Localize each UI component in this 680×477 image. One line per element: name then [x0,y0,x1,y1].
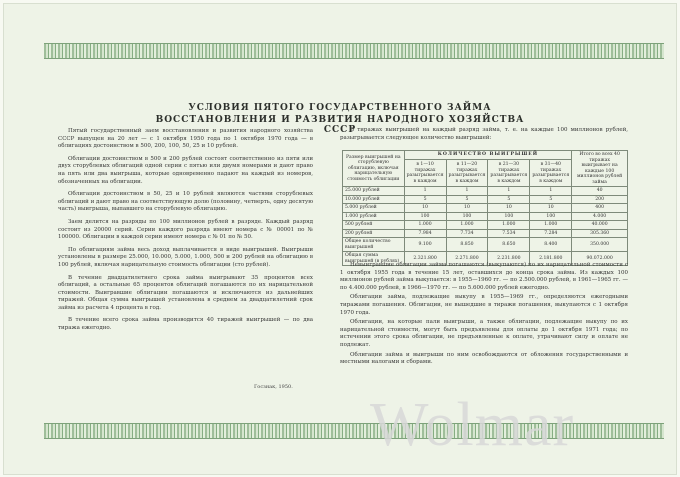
right-paragraph: Облигации займа и выигрыши по ним освобождаются от обложения государственными и местными налогами и сборами. [340,351,628,366]
loan-terms-right-lower [340,262,628,369]
table-cell: 1 [530,187,572,196]
table-cell: 2.321.800 [404,252,446,266]
subheader-draws-31-40: в 31—40 тиражах разыгрывается в каждом [530,160,572,187]
left-paragraph: Облигации достоинством в 500 и 200 рублей состоят соответственно из пяти или двух сторублевых облигаций одной серии с пятью или двумя номерами и дают право на пять или два выигрыша, которые одновременно падают на каждый из номеров, обозначенных на облигации. [58,155,313,185]
table-cell: 100 [530,212,572,221]
table-row [343,212,628,221]
total-sum-label: Общая сумма выигрышей (в рублях) [343,252,405,266]
loan-terms-right-column [340,127,628,144]
table-row [343,204,628,213]
loan-terms-left-column [58,128,313,338]
table-header-row [343,151,628,160]
left-paragraph: Заем делится на разряды по 100 миллионов рублей в разряде. Каждый разряд состоит из 20000 серий. Серии каждого разряда имеют номера с № 00001 по № 100000. Облигации в каждой серии имеют номера с № 01 по № 50. [58,218,313,241]
table-cell: 2.231.800 [488,252,530,266]
left-paragraph: В течение всего срока займа производится 40 тиражей выигрышей — по два тиража ежегодно. [58,317,313,332]
table-cell: 4.000 [572,212,628,221]
right-paragraph: Облигации, на которые пали выигрыши, а также облигации, подлежащие выкупу по их нарицательной стоимости, могут быть предъявлены для оплаты до 1 октября 1971 года; по истечении этого срока облигации, не предъявленные к оплате, утрачивают силу и оплате не подлежат. [340,319,628,348]
table-cell: 2.271.800 [446,252,488,266]
table-cell: 100 [488,212,530,221]
table-cell: 5 [446,195,488,204]
column-header-total: Итого во всех 40 тиражах выигрывает на каждые 100 миллионов рублей займа [572,151,628,187]
table-row [343,195,628,204]
table-cell: 7.534 [488,229,530,238]
table-cell: 10 [446,204,488,213]
print-date: Госзнак, 1950. [254,384,293,390]
table-cell: 305.360 [572,229,628,238]
table-row [343,229,628,238]
left-paragraph: По облигациям займа весь доход выплачивается в виде выигрышей. Выигрыши установлены в размере 25.000, 10.000, 5.000, 1.000, 500 и 200 рублей на облигацию в 100 рублей, включая нарицательную стоимость облигации (сто рублей). [58,246,313,268]
table-cell: 100 [404,212,446,221]
table-cell: 10 [404,204,446,213]
table-cell: 1.000 [530,221,572,230]
prize-amount: 25.000 рублей [343,187,405,196]
table-cell: 8.650 [488,238,530,252]
table-cell: 1.000 [446,221,488,230]
ornamental-border-top [44,43,664,59]
table-cell: 5 [488,195,530,204]
right-paragraph: Невыигравшие облигации займа погашаются (выкупаются) по их нарицательной стоимости с 1 октября 1955 года в течение 15 лет, оставшихся до конца срока займа. Из каждых 100 миллионов рублей займа выкупается: в 1955—1960 гг. — по 2.500.000 рублей, в 1961—1965 гг. — по 4.400.000 рублей, в 1966—1970 гг. — по 5.600.000 рублей ежегодно. [340,262,628,291]
table-cell: 8.400 [530,238,572,252]
prize-amount: 5.000 рублей [343,204,405,213]
total-count-label: Общее количество выигрышей [343,238,405,252]
table-cell: 8.850 [446,238,488,252]
table-cell: 40 [572,187,628,196]
table-cell: 5 [530,195,572,204]
table-cell: 10 [488,204,530,213]
table-body [343,187,628,238]
right-paragraph: Облигации займа, подлежащие выкупу в 1955—1969 гг., определяются ежегодными тиражами погашения. Облигации, не вышедшие в тиражи погашения, выкупаются с 1 октября 1970 года. [340,294,628,316]
left-paragraph: В течение двадцатилетнего срока займа выигрывают 35 процентов всех облигаций, а остальные 65 процентов облигаций погашаются по их нарицательной стоимости. Выигравшие облигации погашаются и исключаются из дальнейших тиражей. Общая сумма выигрышей установлена в среднем за двадцатилетний срок займа из расчета 4 процента в год. [58,274,313,311]
table-cell: 2.181.800 [530,252,572,266]
left-paragraph: Пятый государственный заем восстановления и развития народного хозяйства СССР выпущен на 20 лет — с 1 октября 1950 года по 1 октября 1970 года — в облигациях достоинством в 500, 200, 100, 50, 25 и 10 рублей. [58,128,313,150]
subheader-draws-1-10: в 1—10 тиражах разыгрывается в каждом [404,160,446,187]
prize-amount: 200 рублей [343,229,405,238]
table-row [343,221,628,230]
table-cell: 90.072.000 [572,252,628,266]
table-cell: 1 [446,187,488,196]
table-cell: 200 [572,195,628,204]
table-cell: 1.000 [404,221,446,230]
table-cell: 9.100 [404,238,446,252]
table-cell: 400 [572,204,628,213]
table-cell: 5 [404,195,446,204]
table-cell: 350.000 [572,238,628,252]
prize-amount: 10.000 рублей [343,195,405,204]
winnings-table [342,150,628,266]
table-intro: В тиражах выигрышей на каждый разряд займа, т. е. на каждые 100 миллионов рублей, разыгрывается следующее количество выигрышей: [340,127,628,141]
prize-amount: 500 рублей [343,221,405,230]
prize-amount: 1.000 рублей [343,212,405,221]
column-header-count: КОЛИЧЕСТВО ВЫИГРЫШЕЙ [404,151,572,160]
table-row [343,187,628,196]
table-cell: 7.734 [446,229,488,238]
table-cell: 7.984 [404,229,446,238]
subheader-draws-11-20: в 11—20 тиражах разыгрывается в каждом [446,160,488,187]
table-cell: 40.000 [572,221,628,230]
table-cell: 1 [404,187,446,196]
title-line-2: ВОССТАНОВЛЕНИЯ И РАЗВИТИЯ НАРОДНОГО ХОЗЯЙСТВА СССР [155,115,525,135]
subheader-draws-21-30: в 21—30 тиражах разыгрывается в каждом [488,160,530,187]
column-header-size: Размер выигрышей на сторублевую облигацию, включая нарицательную стоимость облигации [343,151,405,187]
table-cell: 1.000 [488,221,530,230]
table-cell: 10 [530,204,572,213]
table-cell: 7.284 [530,229,572,238]
table-cell: 1 [488,187,530,196]
title-line-1: УСЛОВИЯ ПЯТОГО ГОСУДАРСТВЕННОГО ЗАЙМА [188,103,492,113]
left-paragraph: Облигации достоинством в 50, 25 и 10 рублей являются частями сторублевых облигаций и дают право на соответствующую долю (половину, четверть, одну десятую часть) выигрыша, выпавшего на сторублевую облигацию. [58,191,313,213]
table-total-count-row [343,238,628,252]
table-cell: 100 [446,212,488,221]
watermark: Wolmar [370,391,575,459]
